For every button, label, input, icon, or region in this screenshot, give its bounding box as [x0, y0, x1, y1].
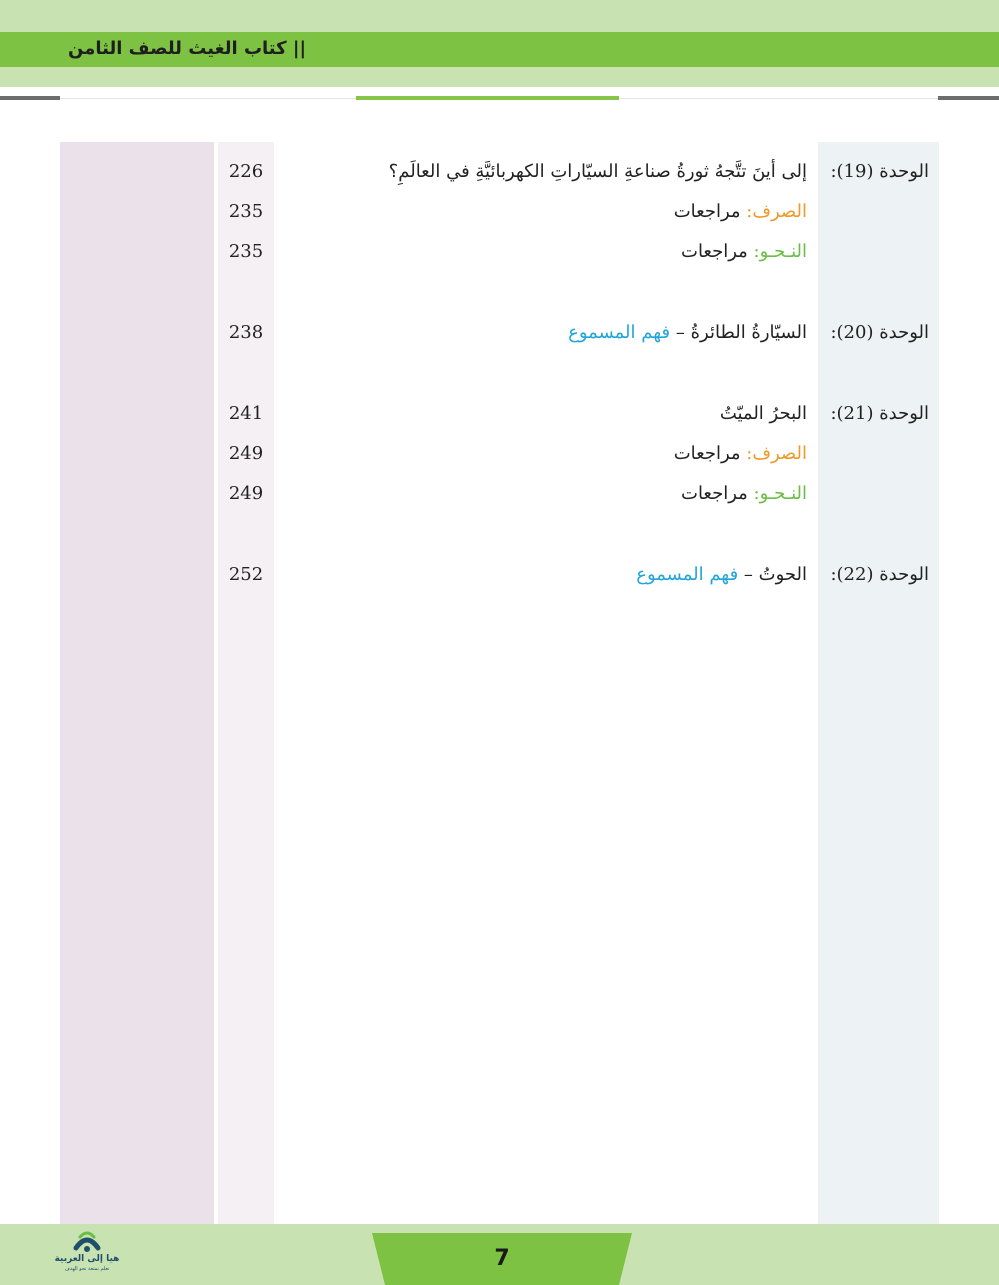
toc-row — [0, 313, 999, 353]
toc-row — [0, 434, 999, 474]
toc-topic-text: مراجعات — [673, 201, 747, 222]
page-number: 7 — [494, 1246, 510, 1271]
header-top-band — [0, 0, 999, 32]
divider-thin — [619, 98, 938, 99]
toc-topic-label: فهم المسموع — [568, 322, 671, 343]
divider-left — [0, 96, 60, 100]
toc-row — [0, 555, 999, 595]
toc-page-number: 249 — [228, 483, 264, 504]
logo-tagline: تعلم بمتعة نحو الهدف — [64, 1266, 110, 1272]
toc-topic-label: الصرف: — [746, 201, 807, 222]
toc-topic — [720, 394, 807, 434]
toc-topic-text: مراجعات — [681, 483, 754, 504]
toc-topic-text: مراجعات — [681, 241, 754, 262]
logo-mark-icon — [54, 1228, 120, 1254]
toc-row — [0, 394, 999, 434]
toc-page-number: 238 — [228, 322, 264, 343]
toc-topic-label: النـحـو: — [753, 241, 807, 262]
toc-page-number: 226 — [228, 161, 264, 182]
toc-page-number: 235 — [228, 201, 264, 222]
toc-topic-text: البحرُ الميّتُ — [719, 403, 807, 424]
divider-center — [356, 96, 619, 100]
toc-topic — [674, 192, 807, 232]
toc-topic — [674, 434, 807, 474]
toc-unit-label: الوحدة (21): — [830, 403, 929, 424]
book-title: || كتاب الغيث للصف الثامن — [68, 38, 307, 59]
toc-topic — [568, 313, 807, 353]
divider-thin — [60, 98, 356, 99]
toc-topic-text: إلى أينَ تتَّجهُ ثورةُ صناعةِ السيّاراتِ الكهربائيَّةِ في العالَمِ؟ — [388, 161, 807, 182]
toc-row — [0, 232, 999, 272]
toc-page-number: 249 — [228, 443, 264, 464]
toc-topic-label: النـحـو: — [753, 483, 807, 504]
toc-unit-label: الوحدة (19): — [830, 161, 929, 182]
toc-topic-text: السيّارةُ الطائرةُ – — [670, 322, 807, 343]
logo-text: هيا إلى العربية — [54, 1254, 120, 1264]
toc-topic — [681, 232, 807, 272]
divider-right — [938, 96, 999, 100]
unit-column — [818, 142, 939, 1225]
margin-column — [60, 142, 214, 1225]
publisher-logo — [54, 1228, 120, 1278]
toc-page-number: 235 — [228, 241, 264, 262]
toc-row — [0, 152, 999, 192]
toc-topic — [389, 152, 807, 192]
toc-row — [0, 474, 999, 514]
toc-page-number: 241 — [228, 403, 264, 424]
toc-topic-text: مراجعات — [673, 443, 747, 464]
toc-unit-label: الوحدة (20): — [830, 322, 929, 343]
toc-topic-label: الصرف: — [746, 443, 807, 464]
toc-topic — [681, 474, 807, 514]
toc-page-number: 252 — [228, 564, 264, 585]
page-number-column — [218, 142, 274, 1225]
toc-row — [0, 192, 999, 232]
toc-topic-label: فهم المسموع — [636, 564, 739, 585]
toc-topic-text: الحوتُ – — [738, 564, 807, 585]
toc-topic — [636, 555, 807, 595]
toc-unit-label: الوحدة (22): — [830, 564, 929, 585]
header-sub-band — [0, 67, 999, 87]
